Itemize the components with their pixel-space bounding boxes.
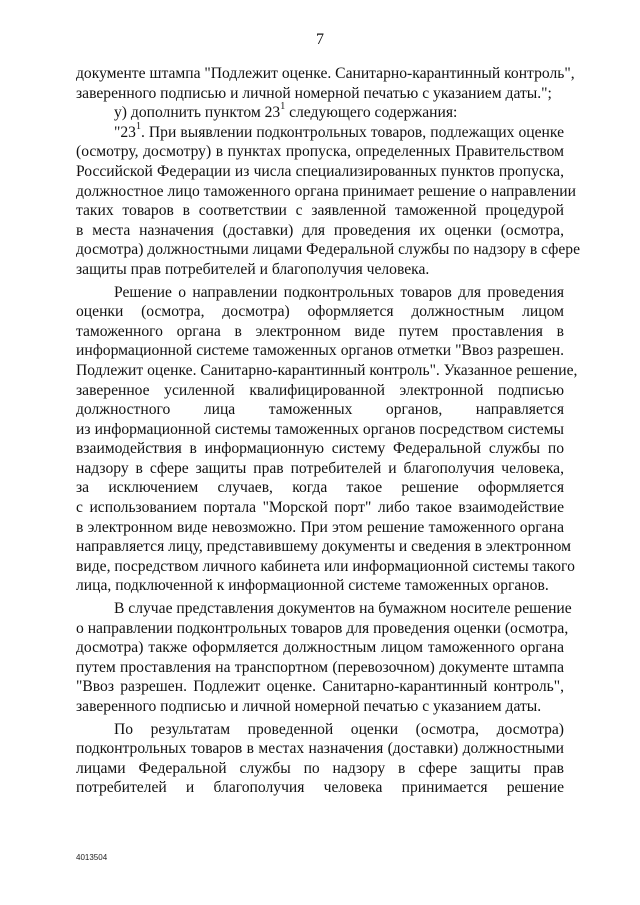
text-line: лицами Федеральной службы по надзору в сфере защиты прав (76, 759, 564, 777)
text-line: надзору в сфере защиты прав потребителей и благополучия человека, (76, 459, 564, 477)
text-line: защиты прав потребителей и благополучия человека. (76, 260, 430, 278)
text-line: в электронном виде невозможно. При этом решение таможенного органа (76, 518, 564, 536)
text-line: у) дополнить пунктом $23^1$ следующего содержания: (114, 101, 458, 122)
document-code: 4013504 (76, 853, 108, 862)
text-line: Российской Федерации из числа специализированных пунктов пропуска, (76, 162, 564, 180)
text-line: По результатам проведенной оценки (осмотра, досмотра) (114, 720, 564, 738)
text-line: заверенного подписью и личной номерной печатью с указанием даты."; (76, 84, 552, 102)
text-line: "Ввоз разрешен. Подлежит оценке. Санитарно-карантинный контроль", (76, 678, 564, 696)
text-line: "$23^1$. При выявлении подконтрольных товаров, подлежащих оценке (114, 120, 564, 141)
text-line: заверенного подписью и личной номерной печатью с указанием даты. (76, 698, 542, 715)
text-line: документе штампа "Подлежит оценке. Санитарно-карантинный контроль", (76, 65, 575, 82)
text-line: взаимодействия в информационную систему Федеральной службы по (76, 440, 564, 458)
text-line: потребителей и благополучия человека принимается решение (76, 779, 564, 797)
text-line: таможенного органа в электронном виде путем проставления в (76, 322, 564, 340)
text-line: должностного лица таможенных органов, направляется (76, 401, 564, 419)
text-line: В случае представления документов на бумажном носителе решение (114, 600, 572, 618)
text-line: направляется лицу, представившему документы и сведения в электронном (76, 538, 572, 556)
text-line: оценки (осмотра, досмотра) оформляется должностным лицом (76, 303, 564, 321)
text-line: за исключением случаев, когда такое решение оформляется (76, 479, 564, 497)
text-line: досмотра) должностными лицами Федеральной службы по надзору в сфере (76, 241, 580, 259)
text-line: лица, подключенной к информационной системе таможенных органов. (76, 577, 549, 595)
text-line: информационной системе таможенных органов отметки "Ввоз разрешен. (76, 342, 564, 360)
document-body (76, 64, 580, 798)
text-line: путем проставления на транспортном (перевозочном) документе штампа (76, 658, 564, 676)
text-line: в места назначения (доставки) для проведения их оценки (осмотра, (76, 221, 564, 239)
text-line: из информационной системы таможенных органов посредством системы (76, 420, 564, 438)
text-line: заверенное усиленной квалифицированной электронной подписью (76, 381, 564, 399)
text-line: (осмотру, досмотру) в пунктах пропуска, определенных Правительством (76, 143, 564, 161)
text-line: подконтрольных товаров в местах назначения (доставки) должностными (76, 740, 564, 758)
page-number: 7 (316, 31, 324, 48)
text-line: должностное лицо таможенного органа принимает решение о направлении (76, 182, 576, 200)
text-line: досмотра) также оформляется должностным лицом таможенного органа (76, 639, 564, 657)
text-line: о направлении подконтрольных товаров для проведения оценки (осмотра, (76, 619, 569, 637)
text-line: с использованием портала "Морской порт" либо такое взаимодействие (76, 499, 564, 517)
text-line: виде, посредством личного кабинета или информационной системы такого (76, 557, 575, 575)
text-line: Решение о направлении подконтрольных товаров для проведения (114, 283, 564, 301)
text-line: Подлежит оценке. Санитарно-карантинный контроль". Указанное решение, (76, 361, 578, 379)
text-line: таких товаров в соответствии с заявленной таможенной процедурой (76, 202, 564, 220)
